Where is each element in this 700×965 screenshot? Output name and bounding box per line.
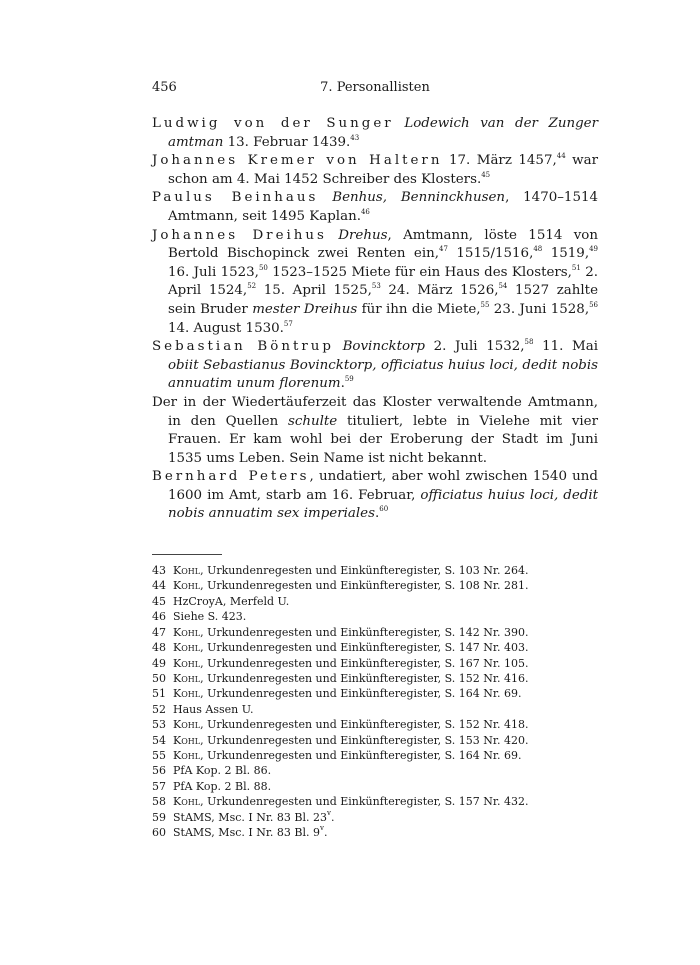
footnote xyxy=(152,578,598,593)
footnote xyxy=(152,563,598,578)
author-name: Kohl xyxy=(173,687,201,701)
footnote-text xyxy=(173,794,528,809)
footnote xyxy=(152,594,598,609)
author-name: Kohl xyxy=(173,564,201,578)
author-name: Kohl xyxy=(173,795,201,809)
footnote-text xyxy=(173,748,521,763)
footnote xyxy=(152,733,598,748)
running-head: 7. Personallisten xyxy=(320,80,430,95)
citation-text: , Urkundenregesten und Einkünfteregister, S. 142 Nr. 390. xyxy=(200,625,529,639)
personnel-entry xyxy=(152,152,598,189)
footnote-number: 45 xyxy=(152,594,166,608)
footnote-text xyxy=(173,656,528,671)
name-variant: Lodewich van der Zunger amtman xyxy=(168,116,598,150)
entry-text: 13. Februar 1439. xyxy=(223,134,351,150)
footnote-text xyxy=(173,810,334,825)
citation-text: , Urkundenregesten und Einkünfteregister, S. 164 Nr. 69. xyxy=(200,748,522,762)
footnote-text xyxy=(173,563,528,578)
entry-text: 1515/1516, xyxy=(447,246,534,262)
book-page xyxy=(152,80,598,840)
entry-text: . xyxy=(340,376,345,392)
author-name: Kohl xyxy=(173,748,201,762)
footnote-ref: 57 xyxy=(283,319,293,328)
verso-mark: v xyxy=(326,808,331,817)
name-variant: Bovincktorp xyxy=(342,339,425,355)
footnote-number: 58 xyxy=(152,795,166,809)
footnote-ref: 49 xyxy=(589,245,598,254)
footnote-number: 55 xyxy=(152,748,166,762)
author-name: Kohl xyxy=(173,625,201,639)
footnote-ref: 51 xyxy=(571,263,581,272)
citation-text: Siehe S. 423. xyxy=(173,610,247,624)
footnote xyxy=(152,625,598,640)
footnote xyxy=(152,671,598,686)
entry-text: 16. Juli 1523, xyxy=(168,264,259,280)
entry-text: 1523–1525 Miete für ein Haus des Klosters, xyxy=(267,264,572,280)
person-name: Sebastian Böntrup xyxy=(152,339,334,355)
name-variant: Benhus, Benninckhusen xyxy=(332,190,506,206)
footnote-ref: 59 xyxy=(344,375,354,384)
personnel-entry xyxy=(152,338,598,394)
entry-text: 2. Juli 1532, xyxy=(424,339,525,355)
footnote-ref: 50 xyxy=(258,263,268,272)
entry-text: 23. Juni 1528, xyxy=(489,301,590,317)
author-name: Kohl xyxy=(173,671,201,685)
footnote-text xyxy=(173,609,246,624)
footnote-number: 47 xyxy=(152,625,166,639)
footnote-number: 53 xyxy=(152,718,166,732)
person-name: Johannes Kremer von Haltern xyxy=(152,153,443,169)
footnote-ref: 46 xyxy=(360,207,370,216)
footnote-number: 54 xyxy=(152,733,166,747)
footnote-number: 48 xyxy=(152,641,166,655)
footnote-text xyxy=(173,671,528,686)
footnote-number: 46 xyxy=(152,610,166,624)
person-name: Bernhard Peters xyxy=(152,469,310,485)
footnote-number: 57 xyxy=(152,779,166,793)
entry-text: 1519, xyxy=(542,246,590,262)
footnote-number: 49 xyxy=(152,656,166,670)
entry-text: 14. August 1530. xyxy=(168,320,284,336)
footnote-number: 52 xyxy=(152,702,166,716)
footnote xyxy=(152,609,598,624)
citation-text: , Urkundenregesten und Einkünfteregister, S. 167 Nr. 105. xyxy=(200,656,529,670)
footnote-ref: 43 xyxy=(350,133,360,142)
entry-text: 15. April 1525, xyxy=(256,283,372,299)
citation-text: , Urkundenregesten und Einkünfteregister, S. 153 Nr. 420. xyxy=(200,733,529,747)
footnote xyxy=(152,794,598,809)
footnote-ref: 44 xyxy=(556,152,566,161)
person-name: Johannes Dreihus xyxy=(152,227,327,243)
footnote-number: 50 xyxy=(152,671,166,685)
footnote-text xyxy=(173,763,271,778)
footnote-text xyxy=(173,625,528,640)
page-number: 456 xyxy=(152,80,177,95)
footnote-text xyxy=(173,640,528,655)
citation-text: , Urkundenregesten und Einkünfteregister, S. 147 Nr. 403. xyxy=(200,641,529,655)
entry-text: 2. April 1524, xyxy=(168,264,598,299)
footnote-number: 44 xyxy=(152,579,166,593)
footnote xyxy=(152,748,598,763)
citation-text: , Urkundenregesten und Einkünfteregister, S. 108 Nr. 281. xyxy=(200,579,529,593)
footnote-rule xyxy=(152,554,222,555)
footnote xyxy=(152,702,598,717)
citation-text: , Urkundenregesten und Einkünfteregister, S. 152 Nr. 416. xyxy=(200,671,529,685)
footnote-text xyxy=(173,594,289,609)
verso-mark: v xyxy=(319,823,324,832)
footnote-number: 59 xyxy=(152,810,166,824)
name-variant: Drehus xyxy=(338,227,388,243)
citation-text: StAMS, Msc. I Nr. 83 Bl. 9 xyxy=(173,825,320,839)
footnote xyxy=(152,779,598,794)
main-text xyxy=(152,115,598,524)
citation-text: PfA Kop. 2 Bl. 86. xyxy=(173,764,272,778)
citation-end: . xyxy=(330,810,335,824)
footnote-text xyxy=(173,686,521,701)
person-name: Ludwig von der Sunger xyxy=(152,116,394,131)
latin-quote: obiit Sebastianus Bovincktorp, officiatus huius loci, dedit nobis annuatim unum florenum xyxy=(168,357,598,392)
author-name: Kohl xyxy=(173,641,201,655)
personnel-entry xyxy=(152,227,598,339)
entry-text: 17. März 1457, xyxy=(442,153,557,169)
entry-text: Der in der Wiedertäuferzeit das Kloster verwaltende Amtmann, in den Quellen xyxy=(152,394,598,429)
footnote-ref: 58 xyxy=(524,338,534,347)
footnote xyxy=(152,656,598,671)
entry-text: , 1470–1514 Amtmann, seit 1495 Kaplan. xyxy=(168,190,599,224)
citation-text: , Urkundenregesten und Einkünfteregister, S. 164 Nr. 69. xyxy=(200,687,522,701)
footnote-ref: 54 xyxy=(498,282,508,291)
personnel-entry xyxy=(152,189,598,226)
footnote-number: 51 xyxy=(152,687,166,701)
personnel-entry xyxy=(152,468,598,524)
footnote-ref: 56 xyxy=(589,300,598,309)
footnote-ref: 47 xyxy=(439,245,448,254)
entry-text: , undatiert, aber wohl zwischen 1540 und 1600 im Amt, starb am 16. Februar, xyxy=(168,469,598,503)
quoted-title: schulte xyxy=(288,413,338,429)
citation-text: Haus Assen U. xyxy=(173,702,254,716)
entry-text: war schon am 4. Mai 1452 Schreiber des Klosters. xyxy=(168,153,598,187)
footnote-text xyxy=(173,578,528,593)
footnote-number: 60 xyxy=(152,825,166,839)
entry-text: 24. März 1526, xyxy=(380,283,499,299)
page-header xyxy=(152,80,598,100)
footnote-text xyxy=(173,825,327,840)
author-name: Kohl xyxy=(173,733,201,747)
quoted-name: mester Dreihus xyxy=(252,301,358,317)
personnel-entry xyxy=(152,394,598,468)
entry-text: , Amtmann, löste 1514 von Bertold Bischopinck zwei Renten ein, xyxy=(168,227,598,262)
person-name: Paulus Beinhaus xyxy=(152,190,319,206)
entry-text: 1527 zahlte sein Bruder xyxy=(168,283,598,317)
author-name: Kohl xyxy=(173,656,201,670)
footnote-ref: 45 xyxy=(481,170,491,179)
citation-text: StAMS, Msc. I Nr. 83 Bl. 23 xyxy=(173,810,327,824)
footnote xyxy=(152,825,598,840)
entry-text: tituliert, lebte in Vielehe mit vier Frauen. Er kam wohl bei der Eroberung der Stadt im Juni 1535 ums Leben. Sein Name ist nicht bekannt. xyxy=(168,413,598,466)
footnote xyxy=(152,686,598,701)
citation-text: HzCroyA, Merfeld U. xyxy=(173,594,290,608)
footnote-ref: 53 xyxy=(371,282,381,291)
author-name: Kohl xyxy=(173,718,201,732)
citation-end: . xyxy=(323,825,328,839)
entry-text: 11. Mai xyxy=(533,339,598,355)
footnote xyxy=(152,763,598,778)
footnotes xyxy=(152,563,598,840)
footnote xyxy=(152,640,598,655)
footnote-ref: 48 xyxy=(533,245,543,254)
footnote-ref: 60 xyxy=(379,505,389,514)
footnote-text xyxy=(173,779,271,794)
personnel-entry xyxy=(152,115,598,152)
citation-text: PfA Kop. 2 Bl. 88. xyxy=(173,779,272,793)
footnote-text xyxy=(173,717,528,732)
footnote xyxy=(152,810,598,825)
citation-text: , Urkundenregesten und Einkünfteregister, S. 157 Nr. 432. xyxy=(200,795,529,809)
entry-text: für ihn die Miete, xyxy=(357,301,481,317)
footnote xyxy=(152,717,598,732)
footnote-ref: 52 xyxy=(247,282,257,291)
footnote-text xyxy=(173,733,528,748)
entry-text: . xyxy=(374,506,380,522)
footnote-number: 43 xyxy=(152,564,166,578)
latin-quote: officiatus huius loci, dedit nobis annuatim sex imperiales xyxy=(168,487,599,522)
footnote-number: 56 xyxy=(152,764,166,778)
citation-text: , Urkundenregesten und Einkünfteregister, S. 103 Nr. 264. xyxy=(200,564,529,578)
citation-text: , Urkundenregesten und Einkünfteregister, S. 152 Nr. 418. xyxy=(200,718,529,732)
footnote-text xyxy=(173,702,253,717)
footnote-ref: 55 xyxy=(480,300,490,309)
author-name: Kohl xyxy=(173,579,201,593)
